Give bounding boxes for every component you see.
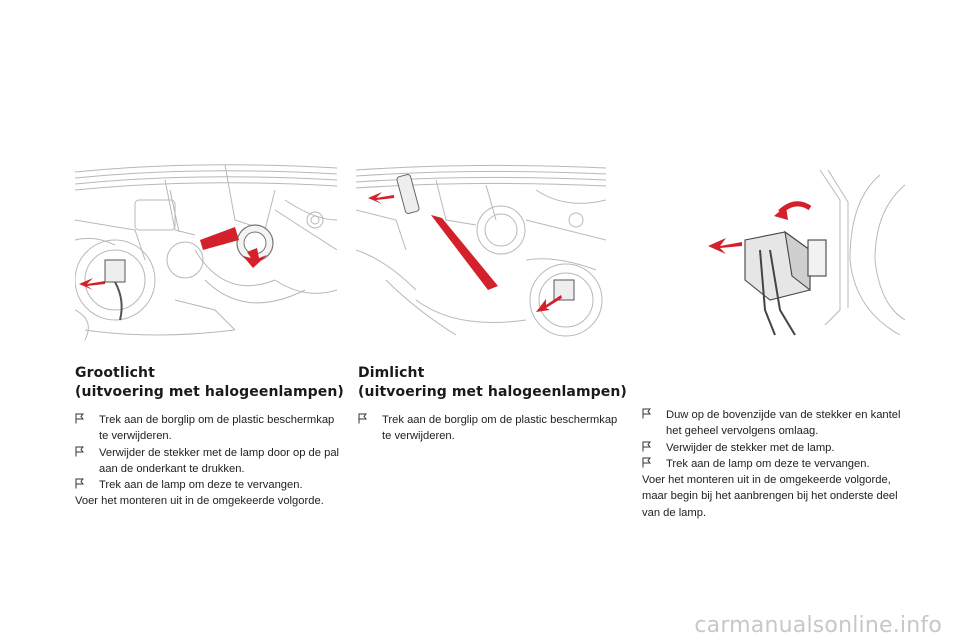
watermark: carmanualsonline.info (694, 613, 942, 638)
title-line-1: Dimlicht (358, 365, 425, 381)
illustration-dipped-beam (356, 160, 606, 340)
list-item: Verwijder de stekker met de lamp. (642, 440, 912, 456)
list-item: Trek aan de borglip om de plastic beschermkap te verwijderen. (358, 412, 628, 445)
step-list (642, 407, 912, 472)
assembly-note: Voer het monteren uit in de omgekeerde volgorde. (75, 495, 324, 508)
illustration-high-beam (75, 160, 337, 340)
title-line-2: (uitvoering met halogeenlampen) (358, 384, 627, 400)
flag-bullet-icon (642, 441, 651, 452)
list-item: Verwijder de stekker met de lamp door op de pal aan de onderkant te drukken. (75, 445, 345, 478)
list-item: Trek aan de lamp om deze te vervangen. (642, 456, 912, 472)
flag-bullet-icon (75, 478, 84, 489)
flag-bullet-icon (75, 446, 84, 457)
step-list (358, 412, 628, 445)
flag-bullet-icon (358, 413, 367, 424)
flag-bullet-icon (642, 408, 651, 419)
section-title (358, 364, 628, 402)
assembly-note: Voer het monteren uit in de omgekeerde volgorde, maar begin bij het aanbrengen bij het onderste deel van de lamp. (642, 474, 898, 519)
step-list (75, 412, 345, 493)
section-dipped-beam (358, 364, 628, 445)
title-line-2: (uitvoering met halogeenlampen) (75, 384, 344, 400)
section-bulb-replacement (642, 407, 912, 521)
list-item: Trek aan de borglip om de plastic beschermkap te verwijderen. (75, 412, 345, 445)
section-title (75, 364, 345, 402)
flag-bullet-icon (75, 413, 84, 424)
list-item: Trek aan de lamp om deze te vervangen. (75, 477, 345, 493)
section-high-beam (75, 364, 345, 510)
title-line-1: Grootlicht (75, 365, 155, 381)
illustration-bulb-removal (700, 160, 905, 340)
flag-bullet-icon (642, 457, 651, 468)
list-item: Duw op de bovenzijde van de stekker en kantel het geheel vervolgens omlaag. (642, 407, 912, 440)
